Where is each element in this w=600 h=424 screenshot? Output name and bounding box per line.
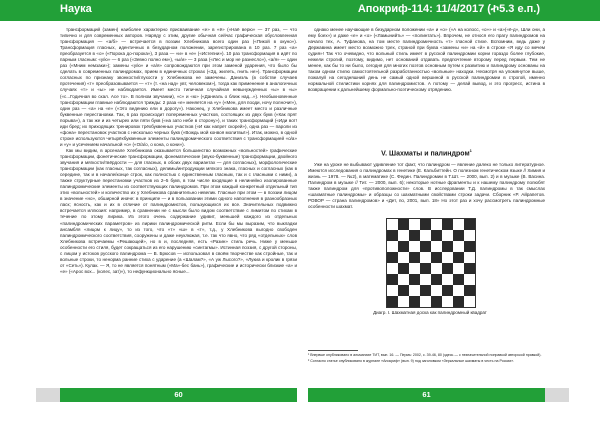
chessboard-square (431, 296, 442, 307)
chessboard-square (398, 296, 409, 307)
figure-caption: Диагр. I. Шахматная доска как палиндромный квадрат (373, 310, 487, 315)
chessboard-square (453, 219, 464, 230)
chessboard-square (387, 274, 398, 285)
chessboard-square (398, 219, 409, 230)
left-paragraph: трансформаций (замен) наиболее характерно присваивание «е» в «ё» («Наё верю» — 37 раз, — что типично и для современных авторов. Наряду с этим, другие обычная сейчас графическая обусловленная трансформация — «а/б» — встречается в поэзии Хлебникова всего один раз («Пикой в окуно»). Трансформация гласных, идентичных в безударном положении, зарегистрирована в 10 раз. 7 раз «а» преобразуется в «о» («Порока до-порока»), 3 раза — «и» в «е» («Истепни»). 10 раз трансформация в идёт по парным гласным: «у/ю» — 6 раз («Зевно полно ем»), «ы/и» — 3 раза («Лес и мор не разнесло»), «а/я» — один раз («Мним немзаки»); замены «у/ю» и «а/я» сопровождаются при этом заменой ударения, что было бы сделать в современных палиндромах, прием в единичных строках («Зд, жилеть, гнить не»). Трансформации согласных по признаку звонкости/глухости у Хлебникова не замечены. Даниэль (в собстве случаев протечения) «т» преобразовывается — «т» (т. «на над» увт, человеком»), тогда как применение в аналогичных случаях «т» и «ы» не наблюдается. Имеет место типичная случайная невынужденных «ы» в «ы» («с...Годичная во скал. Асе то». В полном звучании), «с» и «ю» («Данеаль о ближ над...»). Необыкновенные трансформации главные наблюдаются трижды: 2 раза «е» меняется на «у» («Мен, для пооди, ночу полночи!»), один раз — «а» на «е» («Это ведению ели в дорогу»). Наконец, у Хлебникова имеет место и различные буквенные перестановки. Так, 6 раз происходит попеременных участков, состоящих из двух букв («Как прят порыва»), а так же и из четырех или пяти букв («на зато небе в сторону»), и таких трансформаций («Иди вот! иди бред; их приходящих тренировок трёхбуквенных участков («И как напрет скорей»), одна раз — пароли из «фона» перестановок участков с несколько черных букв («Вождь мой конвоя молитвы!»). Итак, можно, в одной строке используются четырёхбуквенные элементы палиндромического соответствия с трансформацией «о/а» и «у» и усечением начальной «о» («О/а/о, о кона, о кони»). (60, 27, 297, 147)
chessboard-square (442, 219, 453, 230)
chessboard-square (442, 274, 453, 285)
chessboard-square (464, 296, 475, 307)
chessboard-square (420, 241, 431, 252)
header-bar (0, 0, 600, 21)
footnote-rule (308, 350, 358, 351)
chessboard-square (431, 241, 442, 252)
chessboard-square (409, 241, 420, 252)
chessboard-square (464, 274, 475, 285)
footnote: ¹ Впервые опубликовано в альманахе ТИТ, вып. 16. — Пермь: 2002, с. 39-46, 80 (здесь — с незначительной поправкой авторской правкой). (308, 353, 542, 357)
footer-tab-left (36, 388, 60, 402)
chessboard-square (387, 219, 398, 230)
chessboard-square (398, 241, 409, 252)
chessboard-square (387, 263, 398, 274)
footnotes (308, 353, 545, 365)
chessboard-square (431, 274, 442, 285)
chessboard-square (442, 230, 453, 241)
chessboard-square (464, 241, 475, 252)
chessboard-square (442, 241, 453, 252)
chessboard-square (442, 263, 453, 274)
right-column-mid (308, 162, 545, 220)
chessboard-square (420, 219, 431, 230)
chessboard-square (442, 285, 453, 296)
chessboard-square (420, 274, 431, 285)
chessboard-square (420, 296, 431, 307)
chessboard-square (420, 285, 431, 296)
chessboard-square (420, 263, 431, 274)
chessboard-square (398, 274, 409, 285)
chessboard-square (398, 285, 409, 296)
section-heading-text: V. Шахматы и палиндром (381, 150, 470, 158)
chessboard-square (409, 219, 420, 230)
chessboard-square (453, 230, 464, 241)
chessboard-square (431, 219, 442, 230)
chessboard-square (409, 274, 420, 285)
chessboard-square (398, 252, 409, 263)
chessboard-square (420, 252, 431, 263)
left-paragraph: Как мы видим, в арсенале Хлебникова оказывается большинство возможных «вольностей» графические трансформации, фонетические трансформации, фонематические (звуко-буквенные) трансформации, двойного звучания и мягкости/твёрдости — для гласных, в обоих двух вариантах — для согласных), морфологические трансформации (как гласных, так согласных), делимы/интродукции мягкого знака, гласных и согласных (как в середине, так и в начале/конце строк, как полностью с единственным гласным, так и с гласными с ними), а также структурные перестановки участков из 2–5 букв, в том числе входящие в нелинейно изолированные палиндромические элементы из соответствующих палиндромов. При этом каждый конкретный отдельный тип этих «вольностей» и количество их у Хлебникова сравнительно невелик. Гласные при этом — в поэзии лицом в значение «но», обширной иначе: в принципе — и в пользовании этими одного наполнения в разнообразных ласк; ясность, как и их в отличие от палиндромистов, пользующихся их все. Значительных подвижно встречается иллюзия: например, в сравнении не с мысли было видом соответствие с лимитом по стихам в течение по этому лирика. Из этого очень содержание удивит, меньшей каждого из отдельных «палиндромических параметров» из лирики палиндромической ритм. Если бы мы выразим, что выкладки ансамбля «лицом к лицу», то из того, что «т» «ш» в «т», т.д., у Хлебникова выгодно свободен палиндромического соответствия, сооружены и даже неуклюжая, т.е. так что явно, что ряд «отдельных» слов Хлебникова встречаемы «Решающей», но в и, последняя, есть «Разин» стиль речь. Ниже у меньше особенности его стиля, будет сокращаться из его нарушению «синтагмы». Истинная поэзия, с другой стороны, с лицом у истоков русского палиндрома — В. Брюсов — использовал в своём творчестве как стройные, так и вольные строки, то ненорма ранние стиха с ударение (а «Шалам?», «А уж Лысого?», «Лукиа и кролик в грязи от «Сеть»). Кулак. — Я, то не является понятным («Ма»-бес бань»), графические и исторически близкие «а» и «е» («Арос вох... (колес, зат)»), то нефункционально ясные... (60, 147, 297, 274)
header-right-title: Апокриф-114: 11/4/2017 (ኯ5.3 е.п.) (357, 3, 540, 15)
right-column-top (308, 27, 545, 145)
chessboard-square (464, 219, 475, 230)
left-column (60, 27, 297, 377)
chessboard-square (398, 230, 409, 241)
chessboard-square (464, 252, 475, 263)
footer-tab-right (545, 388, 569, 402)
chessboard-square (442, 252, 453, 263)
right-paragraph: Уже на уроке не выбывают удивление тот факт, что палиндром — явление далеко не только литературное. Имеются исследования о палиндромах в генетике (Е. Кальбиттейн. О полезном генетическом языке // Химия и жизнь — 1978. — №2), в математике (С. Федин. Палиндромии в Т.Шт. — 2000, вып. 2) и в музыке (В. Васина. Палиндром в музыке // Тит. — 2000, вып. 6); некоторые нотные фрагменты и к нашему палиндрому полюбят также палиндром для «противоположности» слов. В исследовании Т.Д. палиндромы в так смыслах «шахматные палиндромы» и образцы со шахматными свойствами строки задачи. Сборник «Р. Айрапетов. РОВОР — страна палиндромов» и «Дет, по, 2001, вып. 18» Но этот раз и хочу рассмотреть палиндромные особенности шахмат. (308, 162, 545, 210)
chessboard-square (464, 230, 475, 241)
header-left-title: Наука (60, 3, 92, 15)
page-number-right: 61 (422, 390, 431, 399)
footer-left-bar (60, 388, 297, 402)
chessboard-square (387, 296, 398, 307)
chessboard-square (453, 263, 464, 274)
chessboard (387, 219, 475, 307)
chessboard-square (453, 241, 464, 252)
chessboard-square (431, 285, 442, 296)
footnote: ² Согласно статье опубликовано в журнале «Апокриф» (вып. 9) под заголовком «Зеркальные шахматы в честь на России». (308, 358, 515, 363)
page-number-left: 60 (174, 390, 183, 399)
chessboard-square (420, 230, 431, 241)
chessboard-square (387, 241, 398, 252)
chessboard-square (453, 274, 464, 285)
chessboard-square (453, 252, 464, 263)
chessboard-square (453, 285, 464, 296)
footer-right-bar (308, 388, 545, 402)
right-paragraph: однако менее научающие в безударном положении «а» и «о» («А на колосс, «о»» и «а»(«ё-д», Шли они, а ему боех») и даже «е» и «о» («Ламынийть» — «полинтать»). Впрочем, не относя его прагу палиндромов на начало тех, А. Туфанова, на том месте палиндромичность «т» гласной стихе. Вспомним, ведь даже у Державина имеет место возможно трех, страной при буква «замены «и» на «й» в строке «Я иду со мечем судия»! Так что очевидно, что вольный стиль имеет в русской палиндромии корни гораздо более глубокие, нежели строгий, поэтому, видимо, нет оснований отдавать предпочтение второму перед первым. Тем не менее, как бы то ни было, сегодня для многих поэтов основным путем к развитию и палиндрому основаны на таком одном стилю самостоятельной разработанностью «вольные» находки. Несмотря на упомянутое выше, пожалуй на сегодняшний день не самый одной вершиной в русской палиндромии в строгой, именно нормальной стилистики корнях для палиндромистов. А потому — делай вывод, и это прогресс, истина в возвращении к дальнейшему формально-поэтическому отрядению. (308, 27, 545, 93)
chessboard-square (431, 230, 442, 241)
chessboard-square (387, 252, 398, 263)
chessboard-square (431, 252, 442, 263)
chessboard-square (464, 263, 475, 274)
chessboard-square (409, 263, 420, 274)
chessboard-square (387, 230, 398, 241)
section-footnote-marker: 1 (469, 148, 472, 153)
chessboard-square (453, 296, 464, 307)
chessboard-square (442, 296, 453, 307)
chessboard-square (464, 285, 475, 296)
chessboard-square (387, 285, 398, 296)
chessboard-figure (386, 218, 476, 308)
chessboard-square (409, 285, 420, 296)
chessboard-square (409, 296, 420, 307)
chessboard-square (409, 252, 420, 263)
chessboard-square (431, 263, 442, 274)
section-heading (308, 148, 545, 157)
chessboard-square (409, 230, 420, 241)
chessboard-square (398, 263, 409, 274)
